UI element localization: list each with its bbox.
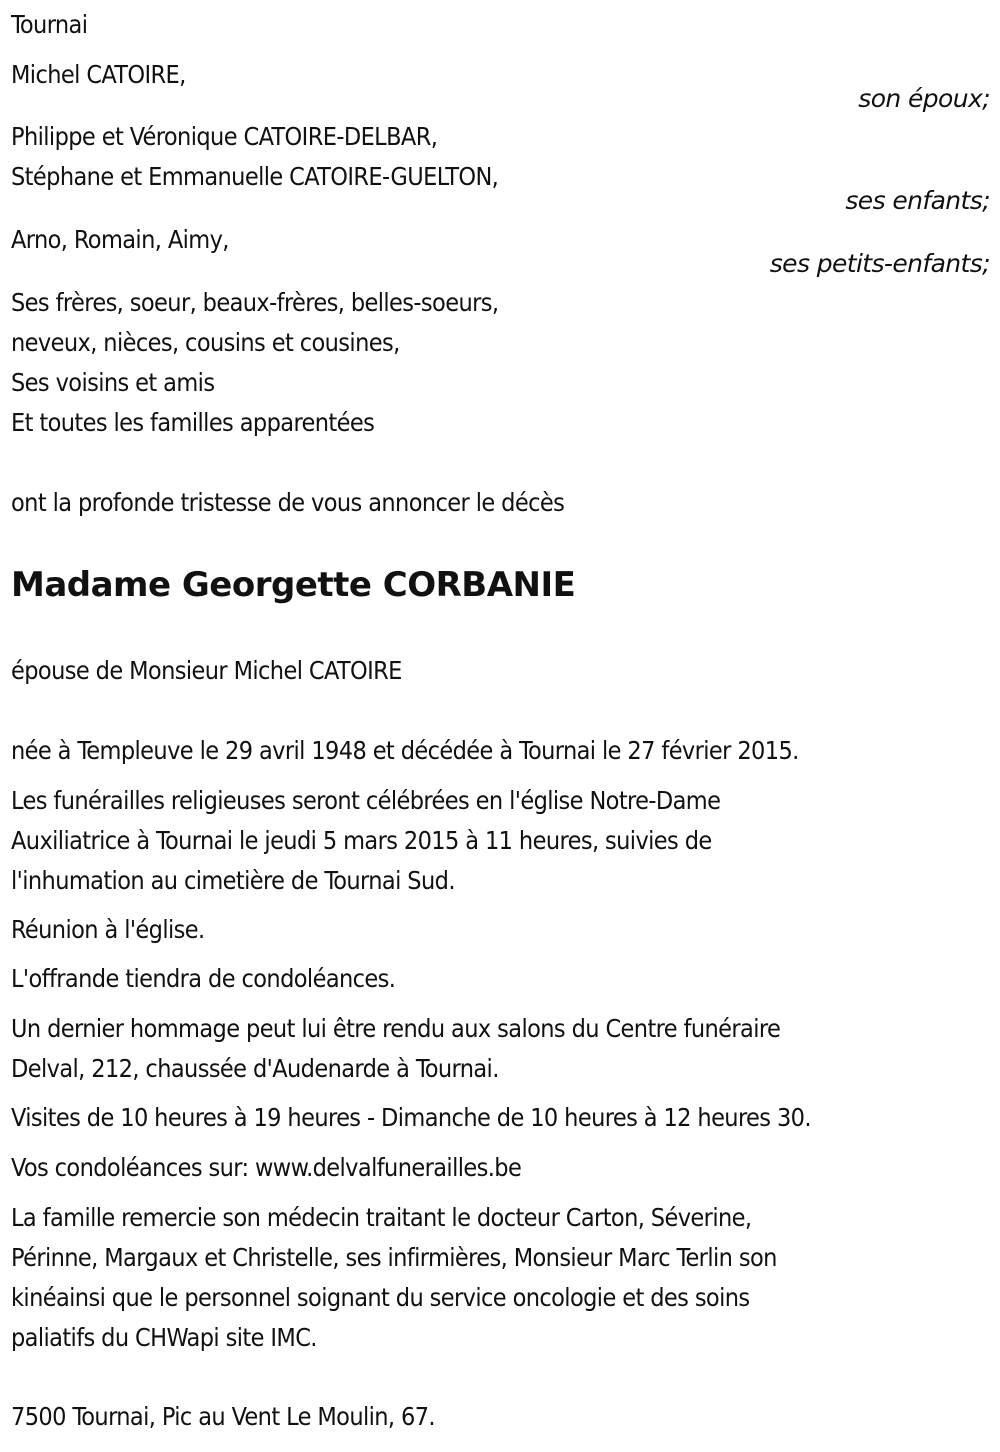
deceased-name: Madame Georgette CORBANIE bbox=[11, 565, 576, 605]
funeral-line: l'inhumation au cimetière de Tournai Sud. bbox=[11, 866, 455, 895]
spouse-of: épouse de Monsieur Michel CATOIRE bbox=[11, 656, 402, 685]
spouse-name: Michel CATOIRE, bbox=[11, 60, 186, 89]
tribute-line: Delval, 212, chaussée d'Audenarde à Tournai. bbox=[11, 1054, 499, 1083]
grandchildren-names: Arno, Romain, Aimy, bbox=[11, 225, 229, 254]
thanks-line: kinéainsi que le personnel soignant du service oncologie et des soins bbox=[11, 1283, 750, 1312]
birth-death: née à Templeuve le 29 avril 1948 et décédée à Tournai le 27 février 2015. bbox=[11, 736, 799, 765]
family-line: neveux, nièces, cousins et cousines, bbox=[11, 328, 400, 357]
announcement: ont la profonde tristesse de vous annoncer le décès bbox=[11, 488, 565, 517]
thanks-line: La famille remercie son médecin traitant le docteur Carton, Séverine, bbox=[11, 1203, 752, 1232]
address: 7500 Tournai, Pic au Vent Le Moulin, 67. bbox=[11, 1402, 435, 1431]
location: Tournai bbox=[11, 10, 88, 39]
family-line: Ses voisins et amis bbox=[11, 368, 215, 397]
funeral-line: Auxiliatrice à Tournai le jeudi 5 mars 2015 à 11 heures, suivies de bbox=[11, 826, 712, 855]
thanks-line: paliatifs du CHWapi site IMC. bbox=[11, 1323, 317, 1352]
child-name: Stéphane et Emmanuelle CATOIRE-GUELTON, bbox=[11, 162, 499, 191]
children-relation: ses enfants; bbox=[845, 186, 990, 215]
tribute-line: Un dernier hommage peut lui être rendu aux salons du Centre funéraire bbox=[11, 1014, 781, 1043]
child-name: Philippe et Véronique CATOIRE-DELBAR, bbox=[11, 122, 438, 151]
visits: Visites de 10 heures à 19 heures - Dimanche de 10 heures à 12 heures 30. bbox=[11, 1103, 811, 1132]
spouse-relation: son époux; bbox=[858, 84, 990, 113]
family-line: Et toutes les familles apparentées bbox=[11, 408, 375, 437]
family-line: Ses frères, soeur, beaux-frères, belles-soeurs, bbox=[11, 288, 499, 317]
meeting: Réunion à l'église. bbox=[11, 915, 205, 944]
grandchildren-relation: ses petits-enfants; bbox=[769, 249, 990, 278]
condolences: Vos condoléances sur: www.delvalfunerailles.be bbox=[11, 1153, 522, 1182]
thanks-line: Périnne, Margaux et Christelle, ses infirmières, Monsieur Marc Terlin son bbox=[11, 1243, 777, 1272]
funeral-line: Les funérailles religieuses seront célébrées en l'église Notre-Dame bbox=[11, 786, 721, 815]
offering: L'offrande tiendra de condoléances. bbox=[11, 964, 396, 993]
